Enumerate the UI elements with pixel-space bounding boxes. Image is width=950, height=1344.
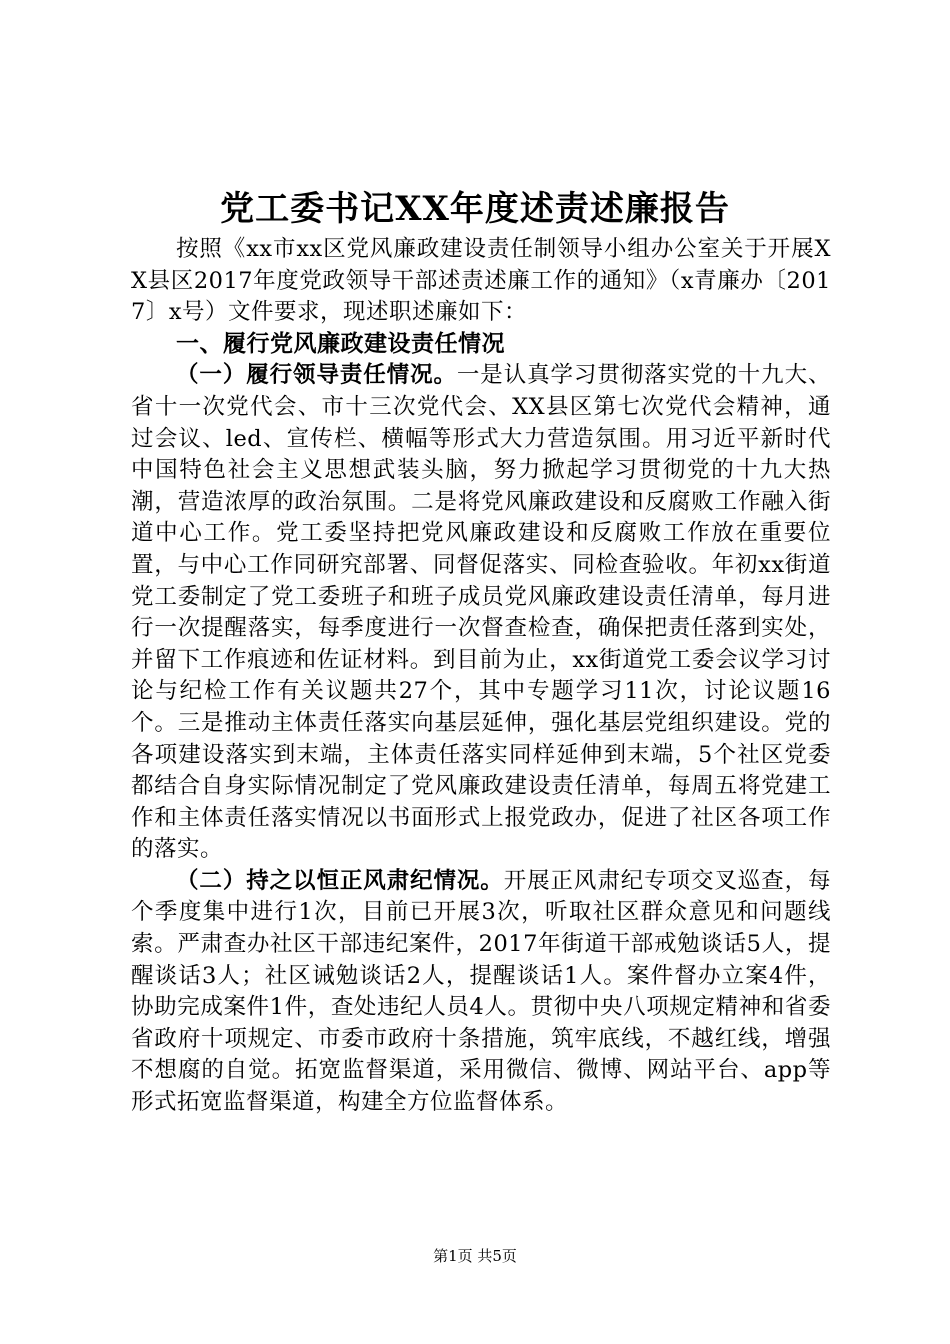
page-footer: 第1页 共5页 xyxy=(433,1247,517,1265)
subsection-heading-2: （二）持之以恒正风肃纪情况。 xyxy=(176,867,504,894)
subsection-paragraph-2 xyxy=(131,866,831,1119)
subsection-heading-1: （一）履行领导责任情况。 xyxy=(176,362,457,389)
document-body xyxy=(131,234,831,1119)
subsection-paragraph-1 xyxy=(131,360,831,866)
intro-paragraph: 按照《xx市xx区党风廉政建设责任制领导小组办公室关于开展XX县区2017年度党政领导干部述责述廉工作的通知》（x青廉办〔2017〕x号）文件要求，现述职述廉如下： xyxy=(131,236,831,326)
subsection-body-1: 一是认真学习贯彻落实党的十九大、省十一次党代会、市十三次党代会、XX县区第七次党代会精神，通过会议、led、宣传栏、横幅等形式大力营造氛围。用习近平新时代中国特色社会主义思想武装头脑，努力掀起学习贯彻党的十九大热潮，营造浓厚的政治氛围。二是将党风廉政建设和反腐败工作融入街道中心工作。党工委坚持把党风廉政建设和反腐败工作放在重要位置，与中心工作同研究部署、同督促落实、同检查验收。年初xx街道党工委制定了党工委班子和班子成员党风廉政建设责任清单，每月进行一次提醒落实，每季度进行一次督查检查，确保把责任落到实处，并留下工作痕迹和佐证材料。到目前为止，xx街道党工委会议学习讨论与纪检工作有关议题共27个，其中专题学习11次，讨论议题16个。三是推动主体责任落实向基层延伸，强化基层党组织建设。党的各项建设落实到末端，主体责任落实同样延伸到末端，5个社区党委都结合自身实际情况制定了党风廉政建设责任清单，每周五将党建工作和主体责任落实情况以书面形式上报党政办，促进了社区各项工作的落实。 xyxy=(131,362,831,863)
subsection-body-2: 开展正风肃纪专项交叉巡查，每个季度集中进行1次，目前已开展3次，听取社区群众意见和问题线索。严肃查办社区干部违纪案件，2017年街道干部戒勉谈话5人，提醒谈话3人；社区诫勉谈话2人，提醒谈话1人。案件督办立案4件，协助完成案件1件，查处违纪人员4人。贯彻中央八项规定精神和省委省政府十项规定、市委市政府十条措施，筑牢底线，不越红线，增强不想腐的自觉。拓宽监督渠道，采用微信、微博、网站平台、app等形式拓宽监督渠道，构建全方位监督体系。 xyxy=(131,867,831,1116)
section-heading-1: 一、履行党风廉政建设责任情况 xyxy=(176,330,505,357)
document-title: 党工委书记XX年度述责述廉报告 xyxy=(220,189,730,229)
